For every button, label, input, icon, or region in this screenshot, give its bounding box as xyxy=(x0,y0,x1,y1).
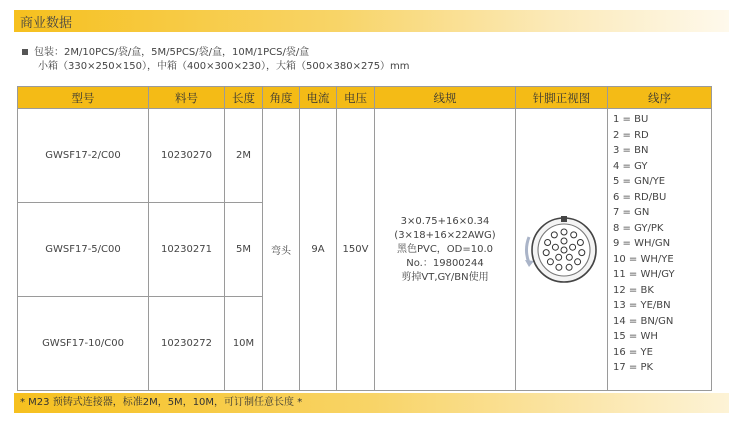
packaging-info xyxy=(22,46,410,74)
footer-note: * M23 预铸式连接器，标准2M，5M，10M，可订制任意长度 * xyxy=(20,397,303,408)
table-row xyxy=(18,109,712,203)
wire-spec-line: No.：19800244 xyxy=(406,257,484,269)
table-header-row xyxy=(18,87,712,109)
header-voltage: 电压 xyxy=(337,87,375,109)
header-current: 电流 xyxy=(300,87,337,109)
connector-pin xyxy=(555,254,561,260)
length-cell: 2M xyxy=(225,109,263,203)
connector-pin xyxy=(561,238,567,244)
wire-order-item: 6 = RD/BU xyxy=(613,191,667,203)
rotation-arrowhead-icon xyxy=(525,260,534,267)
length-cell: 5M xyxy=(225,203,263,297)
wire-order-item: 1 = BU xyxy=(613,114,649,125)
header-wire-order: 线序 xyxy=(608,87,712,109)
wire-order-item: 12 = BK xyxy=(613,284,654,296)
wire-order-item: 2 = RD xyxy=(613,129,649,141)
connector-pin xyxy=(543,249,549,255)
angle-cell: 弯头 xyxy=(263,109,300,391)
wire-order-item: 17 = PK xyxy=(613,362,654,373)
wire-order-item: 3 = BN xyxy=(613,145,649,156)
connector-pin xyxy=(578,249,584,255)
wire-order-item: 7 = GN xyxy=(613,207,650,218)
wire-spec-cell xyxy=(375,109,516,391)
model-cell: GWSF17-10/C00 xyxy=(18,297,149,391)
model-cell: GWSF17-5/C00 xyxy=(18,203,149,297)
packaging-line-2: 小箱（330×250×150），中箱（400×300×230），大箱（500×380×275）mm xyxy=(38,61,410,72)
wire-order-item: 10 = WH/YE xyxy=(613,253,674,265)
wire-order-item: 15 = WH xyxy=(613,331,658,342)
connector-pin xyxy=(551,231,557,237)
connector-pin xyxy=(555,264,561,270)
connector-pin xyxy=(570,231,576,237)
wire-spec-line: 黑色PVC，OD=10.0 xyxy=(396,243,494,255)
header-model: 型号 xyxy=(18,87,149,109)
wire-order-item: 8 = GY/PK xyxy=(613,222,664,234)
model-cell: GWSF17-2/C00 xyxy=(18,109,149,203)
length-cell: 10M xyxy=(225,297,263,391)
wire-order-item: 13 = YE/BN xyxy=(613,300,671,311)
pin-view-cell xyxy=(516,109,608,391)
header-part-no: 料号 xyxy=(149,87,225,109)
wire-order-cell xyxy=(608,109,712,391)
connector-pin xyxy=(552,244,558,250)
wire-spec-line: 剪掉VT,GY/BN使用 xyxy=(401,271,489,283)
connector-pin xyxy=(569,244,575,250)
packaging-line-1: 包装：2M/10PCS/袋/盒，5M/5PCS/袋/盒，10M/1PCS/袋/盒 xyxy=(34,47,310,58)
section-header xyxy=(14,10,729,32)
wire-order-item: 11 = WH/GY xyxy=(613,269,675,280)
wire-spec-line: 3×0.75+16×0.34 xyxy=(400,215,490,227)
wire-order-item: 4 = GY xyxy=(613,160,648,172)
connector-pin-diagram xyxy=(517,205,607,295)
connector-pin xyxy=(547,258,553,264)
voltage-cell: 150V xyxy=(337,109,375,391)
footer-note-bar xyxy=(14,393,729,413)
rotation-arrow-icon xyxy=(526,237,528,263)
section-title: 商业数据 xyxy=(20,16,73,31)
product-spec-table xyxy=(17,86,712,391)
connector-pin xyxy=(561,229,567,235)
part-no-cell: 10230270 xyxy=(149,109,225,203)
wire-order-item: 9 = WH/GN xyxy=(613,238,671,249)
wire-spec-line: (3×18+16×22AWG) xyxy=(394,229,496,241)
header-pin-view: 针脚正视图 xyxy=(516,87,608,109)
part-no-cell: 10230271 xyxy=(149,203,225,297)
wire-order-item: 14 = BN/GN xyxy=(613,315,674,327)
connector-pin xyxy=(574,258,580,264)
connector-pin xyxy=(577,239,583,245)
connector-pin xyxy=(566,264,572,270)
wire-order-item: 5 = GN/YE xyxy=(613,176,666,187)
connector-pin xyxy=(566,254,572,260)
part-no-cell: 10230272 xyxy=(149,297,225,391)
connector-pin xyxy=(544,239,550,245)
header-wire-spec: 线规 xyxy=(375,87,516,109)
bullet-square-icon xyxy=(22,49,28,55)
connector-pin xyxy=(561,247,567,253)
wire-order-item: 16 = YE xyxy=(613,346,653,358)
connector-key-notch xyxy=(561,216,567,222)
current-cell: 9A xyxy=(300,109,337,391)
header-length: 长度 xyxy=(225,87,263,109)
header-angle: 角度 xyxy=(263,87,300,109)
